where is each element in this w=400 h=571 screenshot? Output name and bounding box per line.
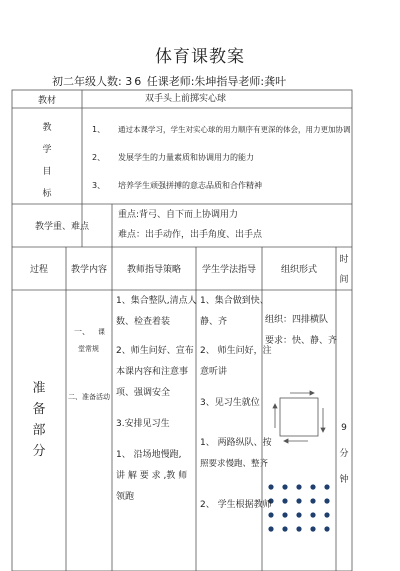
formation-dot: [282, 512, 287, 517]
lesson-title: 体育课教案: [155, 47, 245, 67]
formation-dot: [324, 484, 329, 489]
teacher-line: 项、强调安全: [116, 388, 171, 398]
time-char: 9: [341, 423, 347, 433]
header-time-char: 间: [339, 275, 349, 285]
goal-num: 2、: [92, 153, 106, 162]
process-char: 准: [32, 381, 46, 396]
formation-dot: [324, 526, 329, 531]
goal-text: 培养学生顽强拼搏的意志品质和合作精神: [118, 181, 262, 190]
student-line: 2、 学生根据教师: [200, 500, 272, 510]
goals-label-char: 目: [42, 167, 52, 177]
teacher-line: 1、 沿场地慢跑,: [116, 450, 182, 460]
teacher-line: 1、集合整队,清点人: [116, 296, 197, 306]
header-time: [336, 250, 352, 290]
formation-dot: [310, 484, 315, 489]
teacher-line: 数、检查着装: [116, 317, 171, 327]
student-line: 意听讲: [200, 367, 228, 377]
organization-line: 组织：四排横队: [265, 315, 329, 325]
process-char: 备: [32, 402, 46, 417]
formation-dot: [282, 526, 287, 531]
organization-line: 要求：快、静、齐: [265, 336, 338, 346]
keypoint-difficult: 难点：出手动作，出手角度、出手点: [118, 230, 263, 240]
student-line: 2、 师生问好，注: [200, 346, 272, 356]
content-item-1-b: 堂常规: [78, 345, 99, 353]
header-organization: 组织形式: [280, 265, 317, 275]
keypoint-key: 重点:背弓、自下而上协调用力: [118, 210, 239, 220]
material-value: 双手头上前掷实心球: [145, 94, 227, 104]
process-prep: [12, 378, 66, 462]
teacher-names: 任课老师:朱坤指导老师:龚叶: [146, 75, 287, 88]
student-count: 36: [125, 75, 144, 88]
formation-dot: [282, 498, 287, 503]
process-char: 部: [32, 423, 46, 438]
student-line: 1、 两路纵队、按: [200, 438, 272, 448]
formation-square: [280, 398, 318, 436]
teacher-line: 讲 解 要 求 ,教 师: [116, 471, 188, 481]
keypoints-label: 教学重、难点: [34, 222, 89, 232]
formation-dots: [268, 484, 329, 531]
formation-dot: [282, 484, 287, 489]
goals-label-char: 教: [42, 123, 52, 133]
student-line: 3、见习生就位: [200, 398, 260, 408]
formation-dot: [324, 498, 329, 503]
formation-dot: [268, 526, 273, 531]
goal-text: 通过本课学习，学生对实心球的用力顺序有更深的体会，用力更加协调: [118, 125, 351, 134]
teacher-line: 领跑: [116, 492, 135, 502]
grade-label: 初二年级人数:: [52, 75, 122, 88]
formation-dot: [324, 512, 329, 517]
student-line: 1、集合做到快、: [200, 296, 269, 306]
goals-label-char: 标: [42, 189, 52, 199]
formation-dot: [310, 526, 315, 531]
student-line: 照要求慢跑、整齐: [200, 459, 269, 469]
time-char: 钟: [339, 475, 349, 485]
formation-dot: [310, 498, 315, 503]
content-item-1-a: 课: [98, 328, 105, 336]
goal-num: 3、: [92, 181, 106, 190]
goals-label: [12, 117, 82, 205]
formation-dot: [296, 512, 301, 517]
time-char: 分: [339, 449, 349, 459]
material-label: 教材: [37, 96, 56, 106]
content-item-2: 二、准备活动: [68, 393, 110, 401]
teacher-line: 本课内容和注意事: [116, 367, 189, 377]
goals-label-char: 学: [42, 145, 52, 155]
header-teacher: 教师指导策略: [126, 265, 181, 275]
formation-dot: [268, 484, 273, 489]
formation-dot: [296, 526, 301, 531]
prep-time: [336, 415, 352, 493]
goal-num: 1、: [92, 125, 106, 134]
formation-dot: [310, 512, 315, 517]
formation-dot: [268, 512, 273, 517]
student-line: 静、齐: [200, 317, 228, 327]
goal-text: 发展学生的力量素质和协调用力的能力: [118, 153, 254, 162]
formation-dot: [296, 484, 301, 489]
content-item-1-num: 一、: [74, 327, 90, 336]
header-time-char: 时: [339, 255, 349, 265]
formation-dot: [296, 498, 301, 503]
header-process: 过程: [29, 265, 48, 275]
header-content: 教学内容: [70, 265, 107, 275]
process-char: 分: [32, 444, 46, 459]
header-student: 学生学法指导: [201, 265, 256, 275]
teacher-line: 2、师生问好、宣布: [116, 346, 194, 356]
teacher-line: 3.安排见习生: [116, 419, 170, 429]
